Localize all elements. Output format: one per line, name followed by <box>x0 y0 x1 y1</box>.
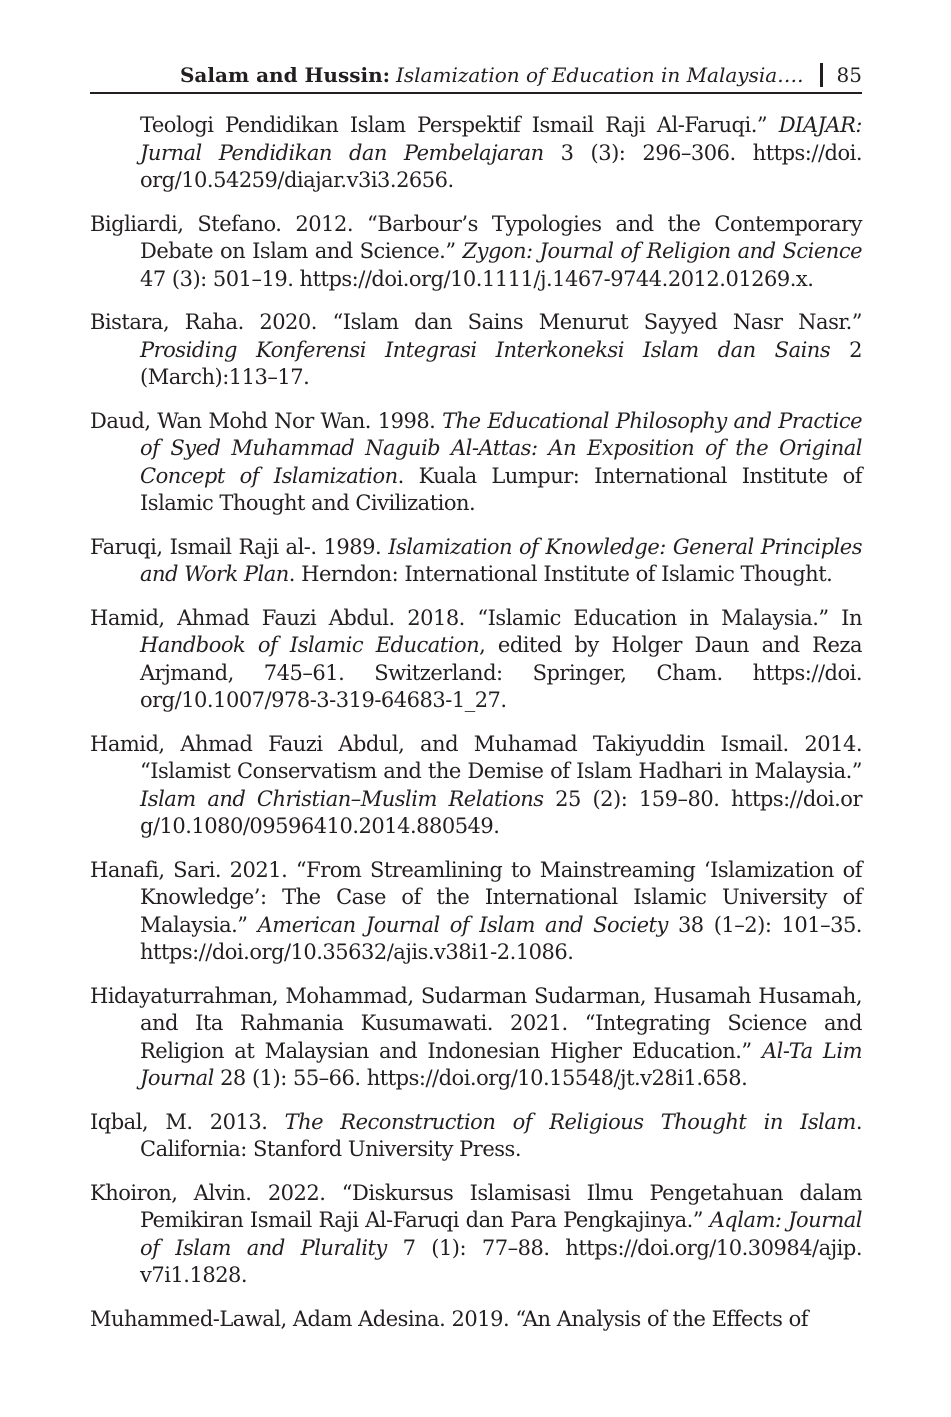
page-number: 85 <box>836 63 862 87</box>
reference-entry: Hanafi, Sari. 2021. “From Streamlining to Mainstreaming ‘Islamization of Knowledge’: The Case of the International Islamic University of Malaysia.” American Journal of Islam and Society 38 (1–2): 101–35. https://doi.org/10.35632/ajis.v38i1-2.1086. <box>90 857 862 964</box>
reference-entry: Faruqi, Ismail Raji al-. 1989. Islamization of Knowledge: General Principles and Work Plan. Herndon: International Institute of Islamic Thought. <box>90 534 863 586</box>
reference-entry: Hidayaturrahman, Mohammad, Sudarman Sudarman, Husamah Husamah, and Ita Rahmania Kusumawati. 2021. “Integrating Science and Religion at Malaysian and Indonesian Higher Education.” Al-Ta Lim Journal 28 (1): 55–66. https://doi.org/10.15548/jt.v28i1.658. <box>90 983 862 1090</box>
header-authors: Salam and Hussin: <box>179 63 390 87</box>
running-header <box>90 58 862 94</box>
reference-entry: Muhammed-Lawal, Adam Adesina. 2019. “An Analysis of the Effects of <box>90 1306 808 1331</box>
reference-entry: Khoiron, Alvin. 2022. “Diskursus Islamisasi Ilmu Pengetahuan dalam Pemikiran Ismail Raji Al-Faruqi dan Para Pengkajinya.” Aqlam: Journal of Islam and Plurality 7 (1): 77–88. https://doi.org/10.30984/ajip. v7i1.1828. <box>90 1180 862 1287</box>
reference-entry: Hamid, Ahmad Fauzi Abdul. 2018. “Islamic Education in Malaysia.” In Handbook of Islamic Education, edited by Holger Daun and Reza Arjmand, 745–61. Switzerland: Springer, Cham. https://doi. org/10.1007/978-3-319-64683-1_27. <box>90 605 862 712</box>
header-separator <box>820 63 823 87</box>
reference-entry: Teologi Pendidikan Islam Perspektif Ismail Raji Al-Faruqi.” DIAJAR: Jurnal Pendidikan dan Pembelajaran 3 (3): 296–306. https://doi. org/10.54259/diajar.v3i3.2656. <box>140 113 862 192</box>
header-title: Islamization of Education in Malaysia…. <box>396 63 804 87</box>
reference-list <box>90 112 862 1349</box>
reference-entry: Bistara, Raha. 2020. “Islam dan Sains Menurut Sayyed Nasr Nasr.” Prosiding Konferensi Integrasi Interkoneksi Islam dan Sains 2 (March):113–17. <box>90 310 862 389</box>
reference-entry: Hamid, Ahmad Fauzi Abdul, and Muhamad Takiyuddin Ismail. 2014. “Islamist Conservatism and the Demise of Islam Hadhari in Malaysia.” Islam and Christian–Muslim Relations 25 (2): 159–80. https://doi.or g/10.1080/09596410.2014.880549. <box>90 731 862 838</box>
reference-entry: Bigliardi, Stefano. 2012. “Barbour’s Typologies and the Contemporary Debate on Islam and Science.” Zygon: Journal of Religion and Science 47 (3): 501–19. https://doi.org/10.1111/j.1467-9744.2012.01269.x. <box>90 211 863 291</box>
reference-entry: Iqbal, M. 2013. The Reconstruction of Religious Thought in Islam. California: Stanford University Press. <box>90 1109 862 1161</box>
reference-entry: Daud, Wan Mohd Nor Wan. 1998. The Educational Philosophy and Practice of Syed Muhammad Naguib Al-Attas: An Exposition of the Original Concept of Islamization. Kuala Lumpur: International Institute of Islamic Thought and Civilization. <box>90 408 863 515</box>
